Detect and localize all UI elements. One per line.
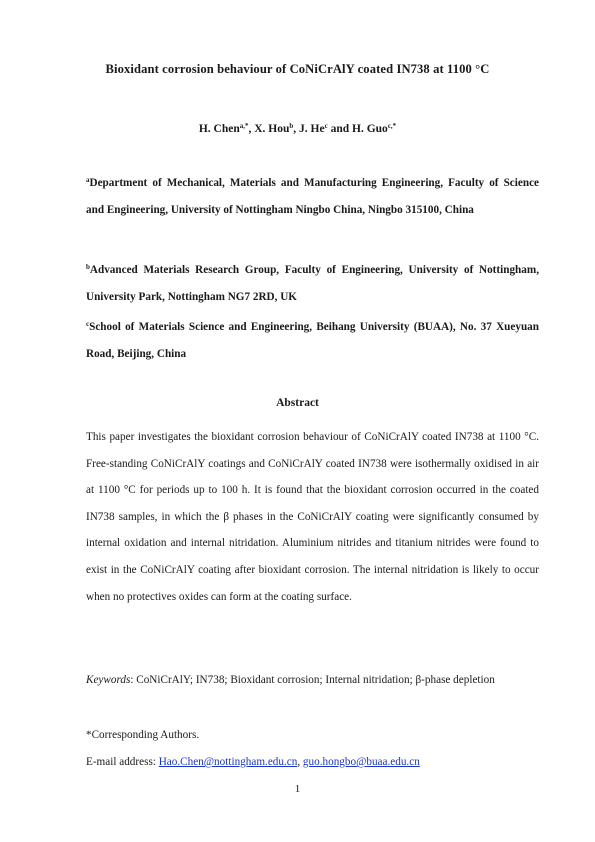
- affiliation-text: Department of Mechanical, Materials and Manufacturing Engineering, Faculty of Science and Engineering, University of Nottingham Ningbo China, Ningbo 315100, China: [86, 177, 539, 216]
- affiliation-marker: c: [86, 320, 90, 328]
- corresponding-authors-note: *Corresponding Authors.: [86, 729, 200, 741]
- author-affiliation-marker: c: [324, 122, 328, 130]
- author-separator: ,: [248, 123, 255, 135]
- author-affiliation-marker: c,*: [387, 122, 397, 130]
- author-affiliation-marker: a,*: [239, 122, 249, 130]
- affiliation-b: [86, 257, 539, 311]
- keywords-label: Keywords: [86, 674, 131, 686]
- author-affiliation-marker: b: [289, 122, 294, 130]
- author-separator: ,: [293, 123, 300, 135]
- affiliation-c: [86, 314, 539, 368]
- email-link-chen[interactable]: Hao.Chen@nottingham.edu.cn: [158, 756, 298, 768]
- keywords-text: : CoNiCrAlY; IN738; Bioxidant corrosion; Internal nitridation; β-phase depletion: [130, 674, 495, 686]
- author-name: H. Chen: [198, 123, 240, 135]
- affiliation-text: School of Materials Science and Engineering, Beihang University (BUAA), No. 37 Xueyuan Road, Beijing, China: [86, 321, 539, 360]
- email-separator: ,: [297, 756, 303, 768]
- author-name: H. Guo: [352, 123, 388, 135]
- affiliation-marker: b: [86, 263, 90, 271]
- author-name: J. He: [299, 123, 325, 135]
- abstract-body: This paper investigates the bioxidant corrosion behaviour of CoNiCrAlY coated IN738 at 1100 °C. Free-standing CoNiCrAlY coatings and CoNiCrAlY coated IN738 were isothermally oxidised in air at 1100 °C for periods up to 100 h. It is found that the bioxidant corrosion occurred in the coated IN738 samples, in which the β phases in the CoNiCrAlY coating were significantly consumed by internal oxidation and internal nitridation. Aluminium nitrides and titanium nitrides were found to exist in the CoNiCrAlY coating after bioxidant corrosion. The internal nitridation is likely to occur when no protectives oxides can form at the coating surface.: [86, 431, 539, 603]
- affiliation-a: [86, 170, 539, 224]
- affiliation-marker: a: [86, 176, 90, 184]
- email-label: E-mail address:: [86, 756, 159, 768]
- email-link-guo[interactable]: guo.hongbo@buaa.edu.cn: [302, 756, 420, 768]
- paper-title: Bioxidant corrosion behaviour of CoNiCrAlY coated IN738 at 1100 °C: [105, 62, 490, 76]
- author-list: [0, 123, 595, 135]
- author-separator: and: [327, 123, 353, 135]
- abstract-heading: Abstract: [276, 397, 319, 409]
- affiliation-text: Advanced Materials Research Group, Faculty of Engineering, University of Nottingham, University Park, Nottingham NG7 2RD, UK: [86, 264, 539, 303]
- keywords-line: [86, 674, 546, 686]
- email-line: [86, 756, 420, 768]
- page-number: 1: [294, 783, 301, 795]
- author-name: X. Hou: [254, 123, 290, 135]
